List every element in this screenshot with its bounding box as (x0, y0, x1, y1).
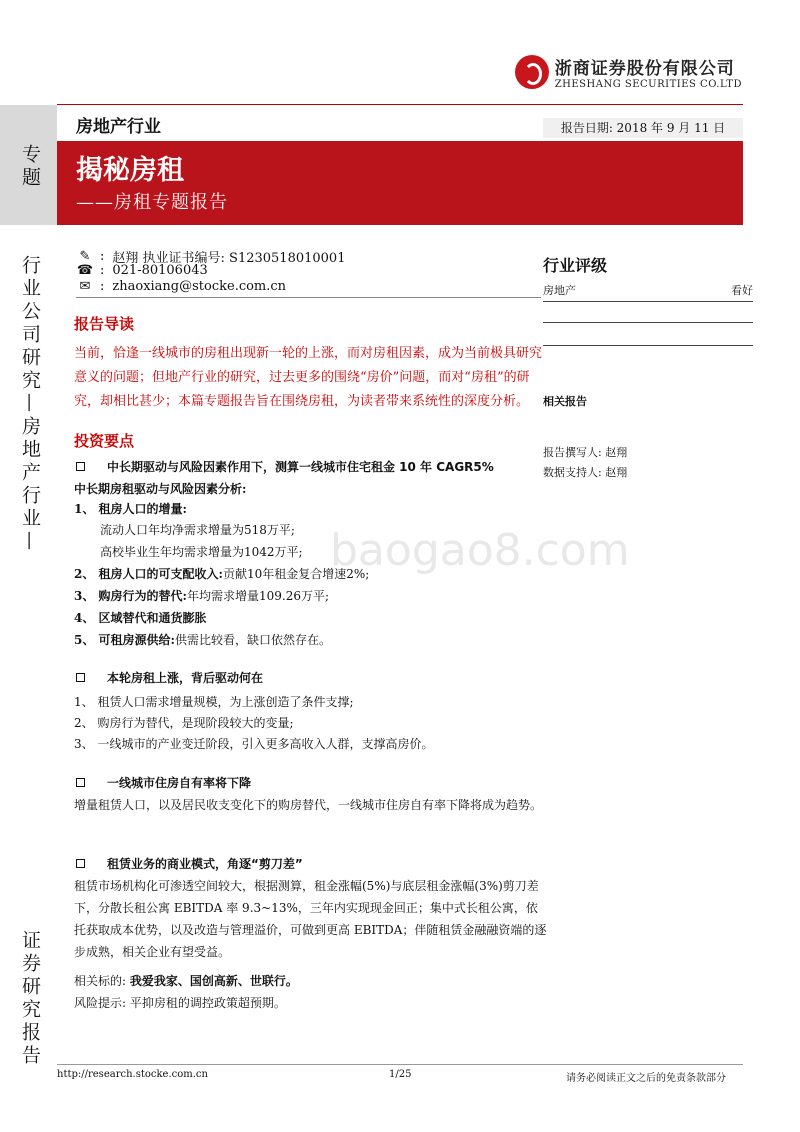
author-email-row: ✉ : zhaoxiang@stocke.com.cn (76, 279, 286, 294)
list-item-label: 5、 可租房源供给: (74, 633, 175, 647)
mail-icon: ✉ (79, 279, 91, 294)
checkbox-bullet-icon (76, 778, 85, 787)
bullet-heading-text: 本轮房租上涨，背后驱动何在 (107, 671, 264, 685)
report-subtitle: ——房租专题报告 (76, 192, 228, 213)
list-item (74, 631, 331, 648)
paragraph: 租赁市场机构化可渗透空间较大，根据测算，租金涨幅(5%)与底层租金涨幅(3%)剪刀差下，分散长租公寓 EBITDA 率 9.3~13%，三年内实现现金回正；集中式长租公寓，依托获取成本优势，以及改造与管理溢价，可做到更高 EBITDA；伴随租赁金融融资端的逐步成熟，相关企业有望受益。 (74, 879, 547, 959)
side-tag-report-type: 证券研究报告 (19, 930, 41, 1068)
author-phone: 021-80106043 (112, 263, 208, 278)
list-item: 3、 一线城市的产业变迁阶段，引入更多高收入人群，支撑高房价。 (74, 737, 434, 751)
pen-icon: ✎ (79, 249, 91, 264)
list-item: 4、 区域替代和通货膨胀 (74, 611, 207, 625)
author-name: 赵翔 执业证书编号: S1230518010001 (112, 251, 346, 266)
bullet-heading-text: 一线城市住房自有率将下降 (107, 776, 252, 790)
bullet-heading-text: 中长期驱动与风险因素作用下，测算一线城市住宅租金 10 年 CAGR5% (107, 460, 494, 474)
watermark: baogao8.com (330, 525, 630, 576)
subheading: 中长期房租驱动与风险因素分析: (74, 482, 247, 496)
contact-divider (76, 297, 541, 298)
phone-icon: ☎ (76, 263, 94, 278)
list-item-label: 3、 购房行为的替代: (74, 589, 187, 603)
footer-url[interactable]: http://research.stocke.com.cn (57, 1069, 208, 1080)
rating-divider (543, 322, 753, 323)
industry-label: 房地产行业 (76, 117, 161, 137)
report-date: 报告日期: 2018 年 9 月 11 日 (543, 118, 743, 138)
report-title: 揭秘房租 (76, 155, 184, 186)
list-item: 1、 租赁人口需求增量规模，为上涨创造了条件支撑; (74, 695, 354, 709)
list-item-label: 2、 租房人口的可支配收入: (74, 567, 223, 581)
bullet-heading (74, 774, 251, 791)
bullet-heading-text: 租赁业务的商业模式，角逐“剪刀差” (107, 857, 303, 871)
checkbox-bullet-icon (76, 859, 85, 868)
bullet-heading (74, 855, 303, 872)
list-item: 1、 租房人口的增量: (74, 502, 187, 516)
rating-divider (543, 345, 753, 346)
author-email[interactable]: zhaoxiang@stocke.com.cn (112, 279, 287, 294)
brand-logo (515, 54, 742, 90)
list-item-text: 年均需求增量109.26万平; (186, 589, 330, 603)
rating-row (543, 282, 753, 302)
footer-divider (57, 1064, 743, 1065)
bullet-heading (74, 458, 494, 475)
checkbox-bullet-icon (76, 673, 85, 682)
side-tag-category: 行业公司研究—房地产行业— (19, 255, 41, 554)
rating-title: 行业评级 (543, 256, 608, 275)
header-divider (57, 104, 743, 105)
invest-title: 投资要点 (74, 432, 135, 450)
risk-warning (74, 994, 286, 1011)
page-number: 1/25 (389, 1069, 412, 1080)
report-writer: 报告撰写人: 赵翔 (543, 446, 628, 459)
list-item-text: 贡献10年租金复合增速2%; (222, 567, 370, 581)
targets-value: 我爱我家、国创高新、世联行。 (129, 974, 298, 988)
bullet-heading (74, 669, 263, 686)
logo-mark-icon (515, 55, 549, 89)
data-supporter: 数据支持人: 赵翔 (543, 466, 628, 479)
paragraph: 增量租赁人口，以及居民收支变化下的购房替代，一线城市住房自有率下降将成为趋势。 (74, 798, 543, 812)
intro-title: 报告导读 (74, 315, 135, 333)
brand-name-en: ZHESHANG SECURITIES CO.LTD (554, 79, 742, 90)
list-item (74, 587, 329, 604)
checkbox-bullet-icon (76, 462, 85, 471)
brand-name-cn: 浙商证券股份有限公司 (554, 59, 735, 79)
list-item (74, 565, 369, 582)
list-item: 2、 购房行为替代，是现阶段较大的变量; (74, 716, 294, 730)
risk-value: 平抑房租的调控政策超预期。 (129, 996, 286, 1010)
risk-label: 风险提示: (74, 996, 127, 1010)
rating-sector: 房地产 (543, 284, 576, 297)
intro-text: 当前，恰逢一线城市的房租出现新一轮的上涨，而对房租因素，成为当前极具研究意义的问题；但地产行业的研究，过去更多的围绕“房价”问题，而对“房租”的研究，却相比甚少；本篇专题报告旨在围绕房租，为读者带来系统性的深度分析。 (74, 346, 543, 409)
list-item: 流动人口年均净需求增量为518万平; (100, 523, 295, 537)
related-reports-title: 相关报告 (543, 395, 587, 408)
author-phone-row: ☎ : 021-80106043 (76, 263, 208, 278)
author-name-row: ✎ : 赵翔 执业证书编号: S1230518010001 (76, 247, 345, 266)
list-item-text: 供需比较看，缺口依然存在。 (174, 633, 331, 647)
related-targets (74, 972, 298, 989)
list-item: 高校毕业生年均需求增量为1042万平; (100, 545, 303, 559)
side-tag-topic: 专题 (19, 144, 41, 190)
targets-label: 相关标的: (74, 974, 127, 988)
disclaimer-note: 请务必阅读正文之后的免责条款部分 (566, 1073, 726, 1084)
rating-value: 看好 (731, 284, 753, 297)
